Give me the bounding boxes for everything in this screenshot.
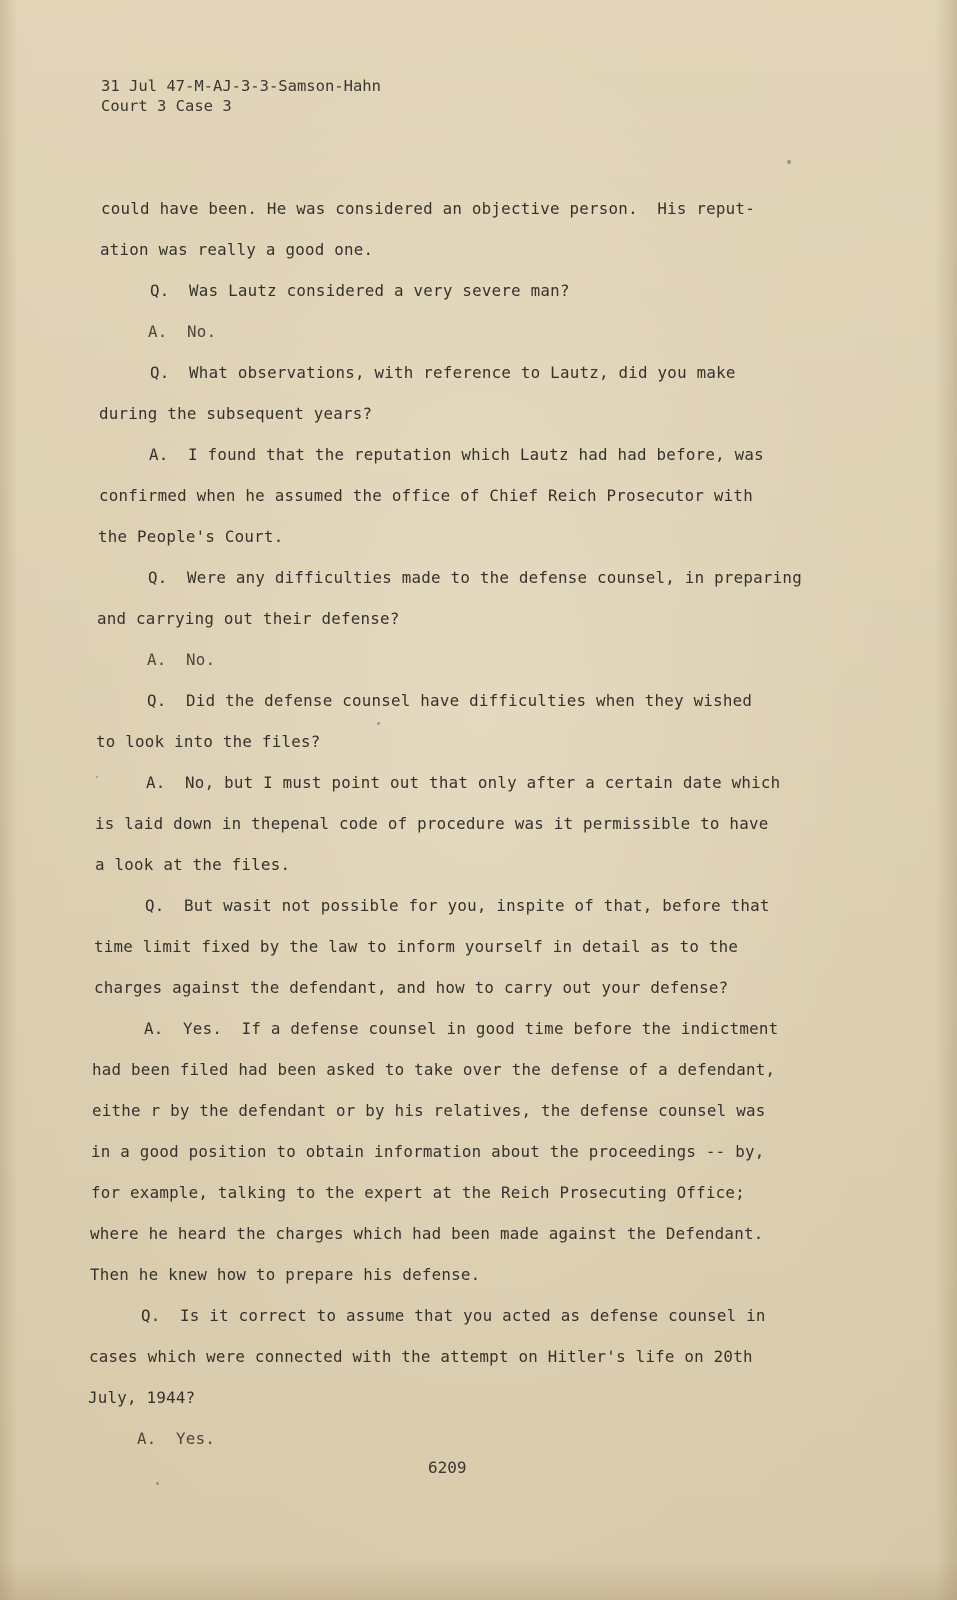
- transcript-line: Q. Were any difficulties made to the defense counsel, in preparing: [148, 568, 802, 587]
- page-number: 6209: [428, 1458, 467, 1477]
- transcript-line: confirmed when he assumed the office of Chief Reich Prosecutor with: [99, 486, 753, 505]
- paper-speck: [96, 776, 98, 778]
- transcript-line: during the subsequent years?: [99, 404, 373, 423]
- transcript-line: in a good position to obtain information about the proceedings -- by,: [91, 1142, 765, 1161]
- transcript-line: A. I found that the reputation which Lautz had had before, was: [149, 445, 764, 464]
- transcript-line: A. No.: [148, 322, 217, 341]
- transcript-line: Q. But wasit not possible for you, inspite of that, before that: [145, 896, 770, 915]
- transcript-line: time limit fixed by the law to inform yourself in detail as to the: [94, 937, 739, 956]
- header-line-1: 31 Jul 47-M-AJ-3-3-Samson-Hahn: [101, 77, 381, 95]
- transcript-line: had been filed had been asked to take over the defense of a defendant,: [92, 1060, 776, 1079]
- transcript-line: is laid down in thepenal code of procedure was it permissible to have: [95, 814, 769, 833]
- transcript-line: Q. Did the defense counsel have difficulties when they wished: [147, 691, 753, 710]
- transcript-line: ation was really a good one.: [100, 240, 374, 259]
- transcript-line: Q. Was Lautz considered a very severe man?: [150, 281, 570, 300]
- transcript-line: a look at the files.: [95, 855, 291, 874]
- transcript-line: Q. What observations, with reference to Lautz, did you make: [150, 363, 736, 382]
- transcript-line: Q. Is it correct to assume that you acted as defense counsel in: [141, 1306, 766, 1325]
- transcript-line: for example, talking to the expert at the Reich Prosecuting Office;: [91, 1183, 745, 1202]
- transcript-line: A. Yes.: [137, 1429, 216, 1448]
- transcript-line: could have been. He was considered an objective person. His reput-: [101, 199, 755, 218]
- transcript-line: A. Yes. If a defense counsel in good time before the indictment: [144, 1019, 779, 1038]
- header-line-2: Court 3 Case 3: [101, 97, 232, 115]
- transcript-line: where he heard the charges which had been made against the Defendant.: [90, 1224, 764, 1243]
- transcript-line: the People's Court.: [98, 527, 284, 546]
- transcript-line: cases which were connected with the attempt on Hitler's life on 20th: [89, 1347, 753, 1366]
- paper-speck: [787, 160, 791, 164]
- transcript-line: charges against the defendant, and how to carry out your defense?: [94, 978, 729, 997]
- paper-edge-right: [935, 0, 957, 1600]
- transcript-line: July, 1944?: [88, 1388, 196, 1407]
- paper-edge-bottom: [0, 1560, 957, 1600]
- transcript-line: Then he knew how to prepare his defense.: [90, 1265, 481, 1284]
- transcript-line: A. No, but I must point out that only after a certain date which: [146, 773, 781, 792]
- paper-speck: [377, 722, 380, 725]
- paper-edge-left: [0, 0, 18, 1600]
- transcript-line: to look into the files?: [96, 732, 321, 751]
- paper-speck: [156, 1482, 159, 1485]
- transcript-line: eithe r by the defendant or by his relatives, the defense counsel was: [92, 1101, 766, 1120]
- transcript-line: and carrying out their defense?: [97, 609, 400, 628]
- document-header: [101, 76, 381, 116]
- transcript-line: A. No.: [147, 650, 216, 669]
